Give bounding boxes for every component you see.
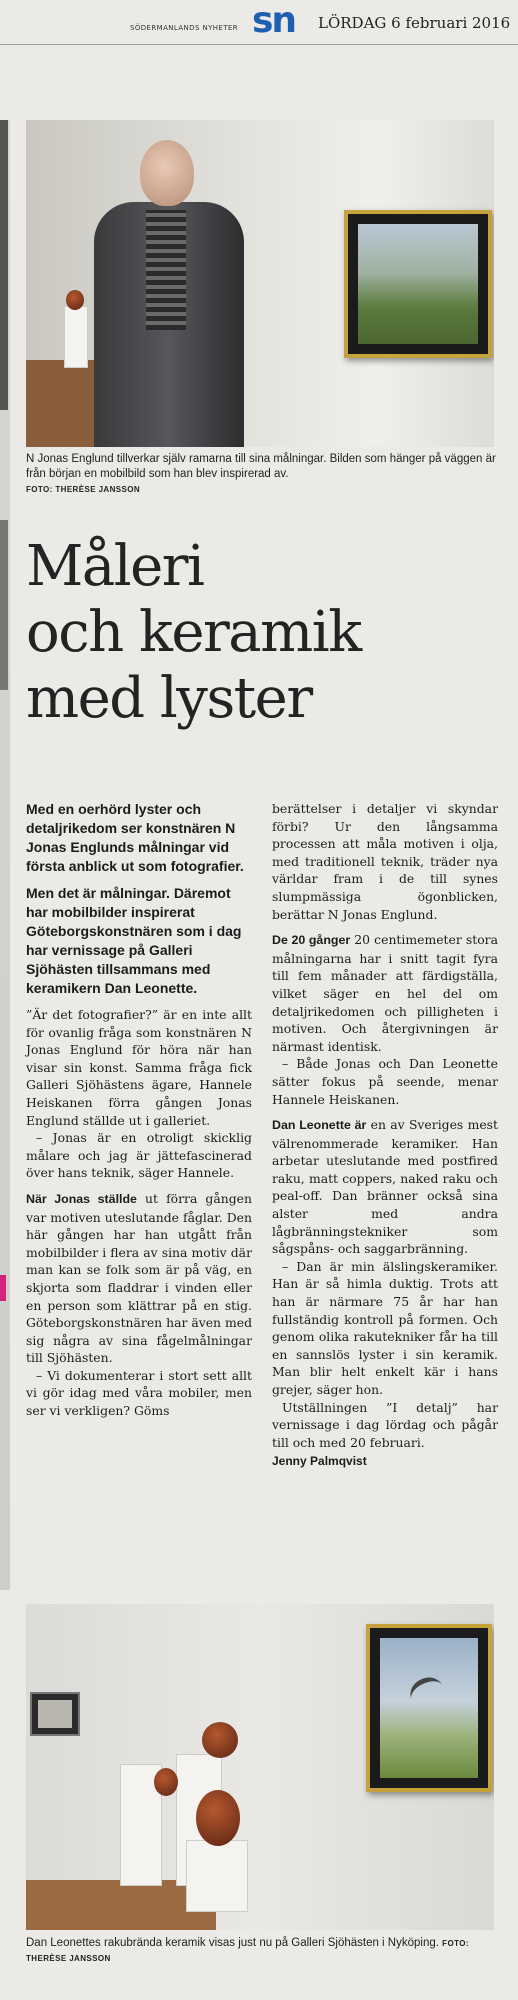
paragraph-text: 20 centimemeter stora målningarna har i snitt tagit fyra till fem månader att färdigställa, vilket säger en hel del om detaljrikedomen och pilligheten i motiven. Och återgivningen är närmast identisk. [272,932,498,1054]
adjacent-text-edge [0,520,8,690]
painting-sky [380,1638,478,1778]
top-photo-caption [26,452,496,497]
artist-photo [26,120,494,447]
small-framed-picture [30,1692,80,1736]
ingress-paragraph: Med en oerhörd lyster och detaljrikedom ser konstnären N Jonas Englunds målningar vid första anblick ut som fotografier. [26,801,244,874]
body-paragraph: berättelser i detaljer vi skyndar förbi? Ur den långsamma processen att måla motiven i olja, med traditionell teknik, träder nya världar fram i de till synes slumpmässiga ögonblicken, berättar N Jonas Englund. [272,801,498,922]
author-byline: Jenny Palmqvist [272,1454,367,1469]
caption-text: Dan Leonettes rakubrända keramik visas just nu på Galleri Sjöhästen i Nyköping. [26,1937,439,1949]
artist-shirt [146,210,186,330]
photo-credit: FOTO: THERÈSE JANSSON [26,485,141,494]
headline-line: Måleri [26,534,204,599]
article-column-2 [272,800,498,1471]
ceramic-pot [154,1768,178,1796]
body-paragraph: – Både Jonas och Dan Leonette sätter fokus på seende, menar Hannele Heiskanen. [272,1056,498,1107]
article-headline [26,534,496,732]
pedestal [186,1840,248,1912]
adjacent-accent-mark [0,1275,6,1301]
adjacent-photo-edge [0,120,8,410]
page-header [0,0,518,45]
adjacent-column-strip [0,120,10,1590]
headline-line: med lyster [26,666,312,731]
article-column-1 [26,800,252,1420]
newspaper-name: SÖDERMANLANDS NYHETER [130,24,238,32]
ceramic-pot [202,1722,238,1758]
bottom-photo-caption [26,1936,496,1966]
artist-head [140,140,194,206]
small-picture-canvas [38,1700,72,1728]
paragraph-lead: När Jonas ställde [26,1191,137,1206]
swallow-figure [405,1672,448,1713]
ceramics-photo [26,1604,494,1930]
body-paragraph: Utställningen ”I detalj” har vernissage i dag lördag och pågår till och med 20 februari. [272,1399,498,1450]
paragraph-lead: Dan Leonette är [272,1118,367,1133]
headline-line: och keramik [26,600,361,665]
ingress-paragraph: Men det är målningar. Däremot har mobilbilder inspirerat Göteborgskonstnären som i dag har vernissage på Galleri Sjöhästen tillsammans med keramikern Dan Leonette. [26,885,242,996]
body-paragraph: – Vi dokumenterar i stort sett allt vi gör idag med våra mobiler, men ser vi verkligen? Göms [26,1367,252,1419]
body-paragraph [272,931,498,1055]
ceramic-pot [196,1790,240,1846]
body-paragraph [26,1190,252,1367]
painting-landscape [358,224,478,344]
paragraph-text: ut förra gången var motiven uteslutande fåglar. Den här gången har han utgått från mobilbilder i flera av sina motiv där man kan se folk som är på väg, en skjorta som fladdrar i vinden eller en person som klättrar på en stig. Göteborgskonstnären har även med sig några av sina fågelmålningar till Sjöhästen. [26,1190,252,1366]
body-paragraph: ”Är det fotografier?” är en inte allt för ovanlig fråga som konstnären N Jonas Englund för höra när han visar sin konst. Samma fråga fick Galleri Sjöhästens ägare, Hannele Heiskanen förra gången Jonas Englund ställde ut i galleriet. [26,1007,252,1128]
paragraph-lead: De 20 gånger [272,933,351,948]
caption-text: N Jonas Englund tillverkar själv ramarna till sina målningar. Bilden som hänger på väggen är från början en mobilbild som han blev inspirerad av. [26,453,496,480]
body-paragraph: – Jonas är en otroligt skicklig målare och jag är jättefascinerad över hans teknik, säger Hannele. [26,1130,252,1181]
paragraph-text: en av Sveriges mest välrenommerade keramiker. Han arbetar uteslutande med postfired raku, matt coppers, naked raku och peal-off. Dan bränner också sina alster med andra lågbränningstekniker som sågspåns- och saggarbränning. [272,1117,498,1257]
framed-painting [344,210,492,358]
artist-figure [74,140,264,447]
body-paragraph: – Dan är min älslingskeramiker. Han är så himla duktig. Trots att han är närmare 75 år har han fullständig kontroll på formen. Och genom olika rakutekniker får ha till en sannslös lyster i sin keramik. Man blir helt enkelt kär i hans grejer, säger hon. [272,1258,498,1397]
issue-date: LÖRDAG 6 februari 2016 [318,14,511,32]
bird-painting [366,1624,492,1792]
sn-logo: sn [252,0,296,41]
photo-credit: FOTO: THERÈSE JANSSON [26,1939,469,1963]
body-paragraph [272,1116,498,1258]
